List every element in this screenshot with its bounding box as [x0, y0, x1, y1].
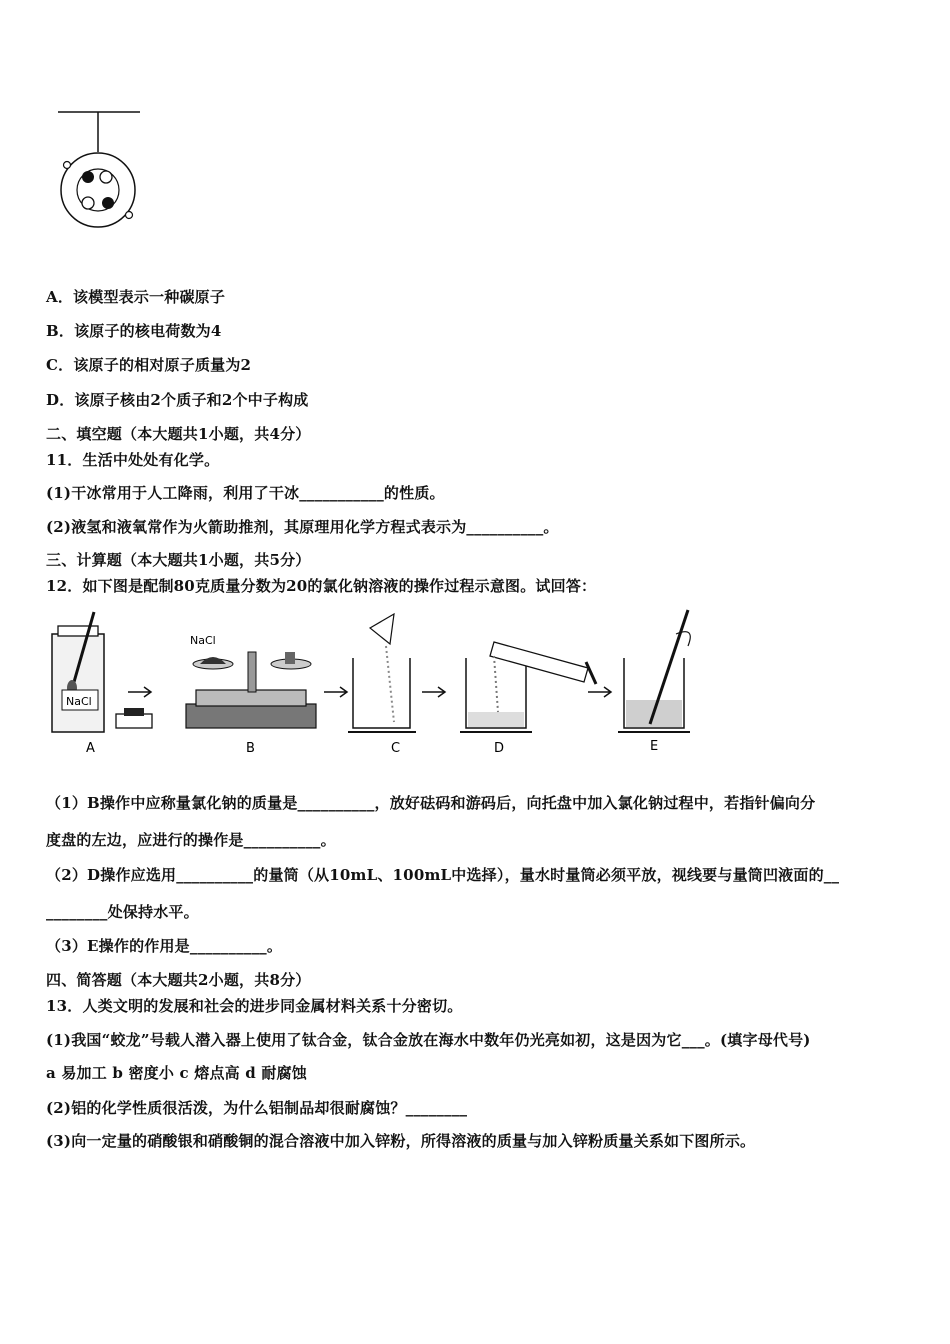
- solution-prep-figure: [48, 604, 708, 760]
- step-b-balance: [186, 634, 316, 756]
- q12-part2-line1: （2）D操作应选用__________的量筒（从10mL、100mL中选择），量水时量筒必须平放，视线要与量筒凹液面的__: [46, 866, 840, 884]
- option-d: D．该原子核由2个质子和2个中子构成: [46, 391, 309, 409]
- electron-orbit: [61, 153, 135, 227]
- electron-1: [64, 162, 71, 169]
- section2-heading: 二、填空题（本大题共1小题，共4分）: [46, 425, 311, 443]
- q12-part2-line2: ________处保持水平。: [46, 903, 199, 921]
- step-label-d: D: [494, 741, 505, 756]
- step-label-a: A: [86, 741, 95, 756]
- proton-1: [82, 171, 94, 183]
- arrow-c-d: [422, 687, 445, 697]
- step-c-beaker: [348, 614, 416, 756]
- q11-stem: 11．生活中处处有化学。: [46, 451, 220, 469]
- q13-stem: 13．人类文明的发展和社会的进步同金属材料关系十分密切。: [46, 997, 463, 1015]
- arrow-a-b: [128, 687, 151, 697]
- q11-part2: (2)液氢和液氧常作为火箭助推剂，其原理用化学方程式表示为__________。: [46, 518, 559, 536]
- q13-part1: (1)我国“蛟龙”号载人潜入器上使用了钛合金，钛合金放在海水中数年仍光亮如初，这是因为它___。(填字母代号): [46, 1031, 811, 1049]
- q11-part1: (1)干冰常用于人工降雨，利用了干冰___________的性质。: [46, 484, 445, 502]
- step-label-c: C: [391, 741, 401, 756]
- option-a: A．该模型表示一种碳原子: [46, 288, 226, 306]
- q12-stem: 12．如下图是配制80克质量分数为20的氯化钠溶液的操作过程示意图。试回答：: [46, 577, 597, 595]
- section4-heading: 四、简答题（本大题共2小题，共8分）: [46, 971, 311, 989]
- proton-2: [102, 197, 114, 209]
- option-b: B．该原子的核电荷数为4: [46, 322, 222, 340]
- step-label-e: E: [650, 739, 659, 754]
- q13-part3: (3)向一定量的硝酸银和硝酸铜的混合溶液中加入锌粉，所得溶液的质量与加入锌粉质量关系如下图所示。: [46, 1132, 756, 1150]
- q12-part1-line1: （1）B操作中应称量氯化钠的质量是__________，放好砝码和游码后，向托盘中加入氯化钠过程中，若指针偏向分: [46, 794, 816, 812]
- q13-part2: (2)铝的化学性质很活泼，为什么铝制品却很耐腐蚀？________: [46, 1099, 468, 1117]
- step-e-stirring: [618, 610, 690, 754]
- q12-part1-line2: 度盘的左边，应进行的操作是__________。: [46, 831, 336, 849]
- atom-model-figure: [52, 108, 152, 238]
- reagent-label-b: NaCl: [190, 634, 216, 647]
- arrow-b-c: [324, 687, 347, 697]
- q13-part1-options: a 易加工 b 密度小 c 熔点高 d 耐腐蚀: [46, 1064, 307, 1082]
- arrow-d-e: [588, 687, 611, 697]
- section3-heading: 三、计算题（本大题共1小题，共5分）: [46, 551, 311, 569]
- neutron-1: [100, 171, 112, 183]
- electron-2: [126, 212, 133, 219]
- option-c: C．该原子的相对原子质量为2: [46, 356, 252, 374]
- step-label-b: B: [246, 741, 255, 756]
- neutron-2: [82, 197, 94, 209]
- step-a-reagent-bottle: [52, 612, 152, 756]
- q12-part3: （3）E操作的作用是__________。: [46, 937, 283, 955]
- reagent-label-a: NaCl: [66, 695, 92, 708]
- step-d-cylinder-pour: [460, 642, 596, 756]
